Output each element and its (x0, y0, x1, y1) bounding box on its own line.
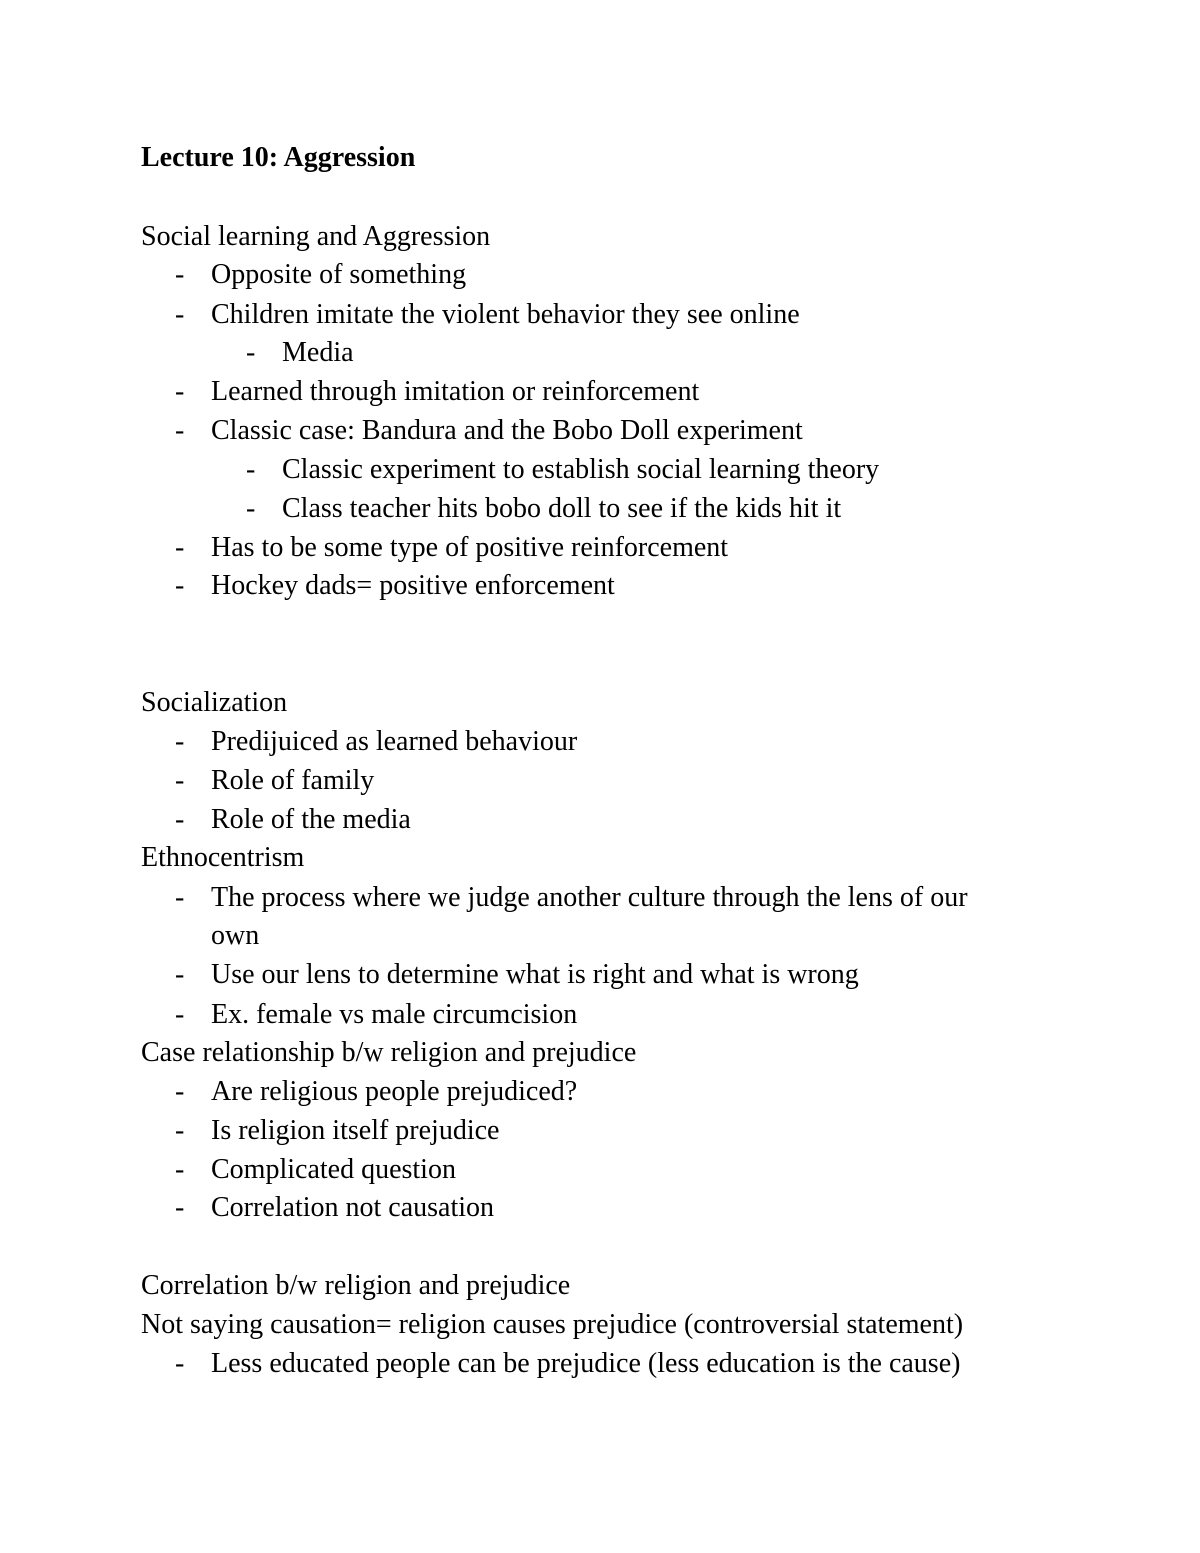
bullet-dash: - (246, 493, 256, 524)
list-item: Complicated question (211, 1154, 456, 1185)
list-item: Predijuiced as learned behaviour (211, 726, 578, 757)
list-item: Is religion itself prejudice (211, 1115, 500, 1146)
list-item: Ex. female vs male circumcision (211, 999, 578, 1030)
sub-list-item: Classic experiment to establish social learning theory (282, 454, 880, 485)
bullet-dash: - (175, 1076, 185, 1107)
list-item: Has to be some type of positive reinforcement (211, 532, 729, 563)
list-item: Hockey dads= positive enforcement (211, 570, 615, 601)
bullet-dash: - (175, 415, 185, 446)
bullet-dash: - (175, 1192, 185, 1223)
list-item-continuation: own (211, 920, 260, 951)
list-item: Correlation not causation (211, 1192, 495, 1223)
sub-list-item: Class teacher hits bobo doll to see if the kids hit it (282, 493, 842, 524)
list-item: Less educated people can be prejudice (less education is the cause) (211, 1348, 961, 1379)
list-item: Children imitate the violent behavior they see online (211, 299, 800, 330)
list-item: Role of family (211, 765, 375, 796)
list-item: The process where we judge another culture through the lens of our (211, 882, 968, 913)
list-item: Learned through imitation or reinforcement (211, 376, 700, 407)
section-heading-socialization: Socialization (141, 687, 288, 718)
bullet-dash: - (175, 376, 185, 407)
bullet-dash: - (175, 259, 185, 290)
section-heading-social-learning: Social learning and Aggression (141, 221, 491, 252)
bullet-dash: - (175, 1115, 185, 1146)
bullet-dash: - (175, 299, 185, 330)
bullet-dash: - (175, 1154, 185, 1185)
section-heading-ethnocentrism: Ethnocentrism (141, 842, 305, 873)
bullet-dash: - (246, 337, 256, 368)
list-item: Opposite of something (211, 259, 467, 290)
bullet-dash: - (175, 532, 185, 563)
sub-list-item: Media (282, 337, 354, 368)
section-subheading-correlation: Not saying causation= religion causes prejudice (controversial statement) (141, 1309, 964, 1340)
bullet-dash: - (246, 454, 256, 485)
page-title: Lecture 10: Aggression (141, 142, 416, 173)
bullet-dash: - (175, 999, 185, 1030)
bullet-dash: - (175, 804, 185, 835)
section-heading-case-relationship: Case relationship b/w religion and prejudice (141, 1037, 637, 1068)
bullet-dash: - (175, 959, 185, 990)
section-heading-correlation: Correlation b/w religion and prejudice (141, 1270, 571, 1301)
bullet-dash: - (175, 765, 185, 796)
list-item: Are religious people prejudiced? (211, 1076, 578, 1107)
list-item: Role of the media (211, 804, 411, 835)
bullet-dash: - (175, 1348, 185, 1379)
bullet-dash: - (175, 726, 185, 757)
list-item: Use our lens to determine what is right and what is wrong (211, 959, 859, 990)
bullet-dash: - (175, 570, 185, 601)
bullet-dash: - (175, 882, 185, 913)
list-item: Classic case: Bandura and the Bobo Doll experiment (211, 415, 803, 446)
